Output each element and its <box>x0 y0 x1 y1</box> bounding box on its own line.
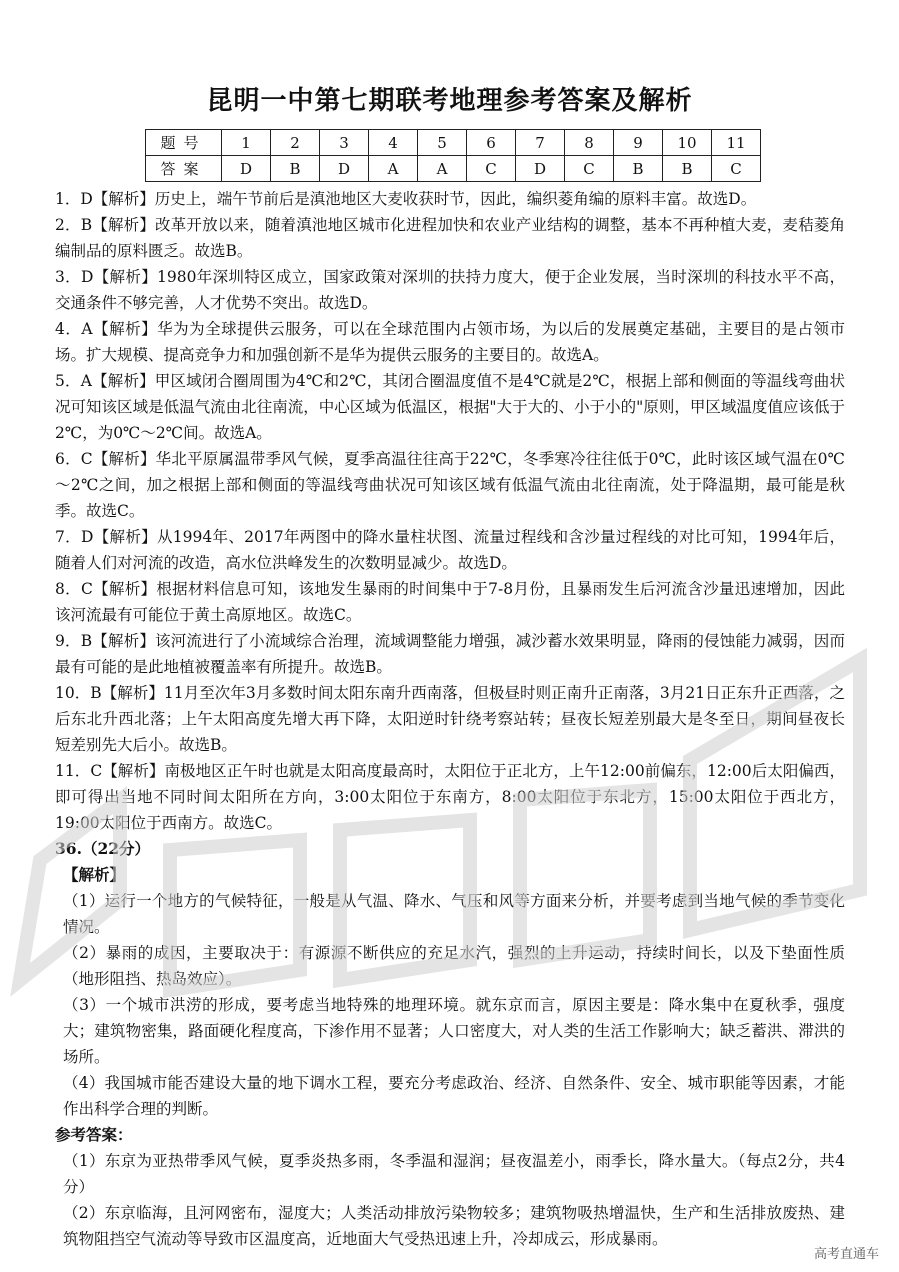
answer-cell: D <box>516 156 565 182</box>
explanation-list <box>55 186 845 836</box>
q36-analysis-item: （3）一个城市洪涝的形成，要考虑当地特殊的地理环境。就东京而言，原因主要是：降水集中在夏秋季，强度大；建筑物密集，路面硬化程度高，下渗作用不显著；人口密度大，对人类的生活工作影响大；缺乏蓄洪、滞洪的场所。 <box>63 996 845 1066</box>
answer-cell: B <box>614 156 663 182</box>
q36-reference-list <box>55 1148 845 1252</box>
answer-cell: D <box>320 156 369 182</box>
explanation-paragraph: 4．A【解析】华为为全球提供云服务，可以在全球范围内占领市场，为以后的发展奠定基础，主要目的是占领市场。扩大规模、提高竞争力和加强创新不是华为提供云服务的主要目的。故选A。 <box>55 320 845 364</box>
q36-analysis-item: （4）我国城市能否建设大量的地下调水工程，要充分考虑政治、经济、自然条件、安全、城市职能等因素，才能作出科学合理的判断。 <box>63 1074 845 1118</box>
answer-cell: B <box>271 156 320 182</box>
q36-reference-label: 参考答案： <box>55 1125 133 1144</box>
row-label-answer: 答案 <box>146 156 222 182</box>
explanation-paragraph: 3．D【解析】1980年深圳特区成立，国家政策对深圳的扶持力度大，便于企业发展，当时深圳的科技水平不高，交通条件不够完善，人才优势不突出。故选D。 <box>55 268 845 312</box>
q36-reference-item: （1）东京为亚热带季风气候，夏季炎热多雨，冬季温和湿润；昼夜温差小，雨季长，降水量大。（每点2分，共4分） <box>63 1152 845 1196</box>
question-number-cell: 9 <box>614 130 663 156</box>
explanation-paragraph: 11．C【解析】南极地区正午时也就是太阳高度最高时，太阳位于正北方，上午12:00前偏东，12:00后太阳偏西，即可得出当地不同时间太阳所在方向，3:00太阳位于东南方，8:00太阳位于东北方，15:00太阳位于西北方，19:00太阳位于西南方。故选C。 <box>55 762 845 832</box>
explanation-paragraph: 7．D【解析】从1994年、2017年两图中的降水量柱状图、流量过程线和含沙量过程线的对比可知，1994年后，随着人们对河流的改造，高水位洪峰发生的次数明显减少。故选D。 <box>55 528 845 572</box>
row-label-number: 题号 <box>146 130 222 156</box>
question-number-cell: 7 <box>516 130 565 156</box>
q36-heading: 36.（22分） <box>55 839 151 858</box>
explanation-paragraph: 6．C【解析】华北平原属温带季风气候，夏季高温往往高于22℃，冬季寒冷往往低于0℃，此时该区域气温在0℃～2℃之间，加之根据上部和侧面的等温线弯曲状况可知该区域有低温气流由北往南流，处于降温期，最可能是秋季。故选C。 <box>55 450 845 520</box>
question-number-cell: 8 <box>565 130 614 156</box>
question-number-cell: 1 <box>222 130 271 156</box>
answer-cell: B <box>663 156 712 182</box>
answer-table-number-row <box>146 130 761 156</box>
answer-table <box>145 129 761 182</box>
footer-brand: 高考直通车 <box>813 1247 879 1262</box>
answer-cell: C <box>467 156 516 182</box>
question-number-cell: 3 <box>320 130 369 156</box>
answer-cell: D <box>222 156 271 182</box>
answer-cell: C <box>712 156 761 182</box>
question-number-cell: 11 <box>712 130 761 156</box>
answer-body <box>55 186 845 1252</box>
explanation-paragraph: 2．B【解析】改革开放以来，随着滇池地区城市化进程加快和农业产业结构的调整，基本不再种植大麦，麦秸菱角编制品的原料匮乏。故选B。 <box>55 216 845 260</box>
answer-table-answer-row <box>146 156 761 182</box>
page-title: 昆明一中第七期联考地理参考答案及解析 <box>206 86 693 116</box>
question-number-cell: 5 <box>418 130 467 156</box>
q36-analysis-item: （1）运行一个地方的气候特征，一般是从气温、降水、气压和风等方面来分析，并要考虑到当地气候的季节变化情况。 <box>63 892 845 936</box>
explanation-paragraph: 10．B【解析】11月至次年3月多数时间太阳东南升西南落，但极昼时则正南升正南落，3月21日正东升正西落，之后东北升西北落；上午太阳高度先增大再下降，太阳逆时针绕考察站转；昼夜长短差别最大是冬至日，期间昼夜长短差别先大后小。故选B。 <box>55 684 845 754</box>
explanation-paragraph: 5．A【解析】甲区域闭合圈周围为4℃和2℃，其闭合圈温度值不是4℃就是2℃，根据上部和侧面的等温线弯曲状况可知该区域是低温气流由北往南流，中心区域为低温区，根据"大于大的、小于小的"原则，甲区域温度值应该低于2℃，为0℃～2℃间。故选A。 <box>55 372 845 442</box>
question-number-cell: 2 <box>271 130 320 156</box>
q36-analysis-list <box>55 888 845 1122</box>
explanation-paragraph: 8．C【解析】根据材料信息可知，该地发生暴雨的时间集中于7-8月份，且暴雨发生后河流含沙量迅速增加，因此该河流最有可能位于黄土高原地区。故选C。 <box>55 580 845 624</box>
answer-cell: A <box>369 156 418 182</box>
question-number-cell: 10 <box>663 130 712 156</box>
answer-cell: C <box>565 156 614 182</box>
q36-analysis-item: （2）暴雨的成因，主要取决于：有源源不断供应的充足水汽，强烈的上升运动，持续时间长，以及下垫面性质（地形阻挡、热岛效应）。 <box>63 944 845 988</box>
question-number-cell: 4 <box>369 130 418 156</box>
answer-cell: A <box>418 156 467 182</box>
q36-analysis-label: 【解析】 <box>63 865 126 884</box>
question-number-cell: 6 <box>467 130 516 156</box>
q36-reference-item: （2）东京临海，且河网密布，湿度大；人类活动排放污染物较多；建筑物吸热增温快，生产和生活排放废热、建筑物阻挡空气流动等导致市区温度高，近地面大气受热迅速上升，冷却成云，形成暴雨。 <box>63 1204 845 1248</box>
explanation-paragraph: 1．D【解析】历史上，端午节前后是滇池地区大麦收获时节，因此，编织菱角编的原料丰富。故选D。 <box>55 190 757 208</box>
explanation-paragraph: 9．B【解析】该河流进行了小流域综合治理，流域调整能力增强，减沙蓄水效果明显，降雨的侵蚀能力减弱，因而最有可能的是此地植被覆盖率有所提升。故选B。 <box>55 632 845 676</box>
